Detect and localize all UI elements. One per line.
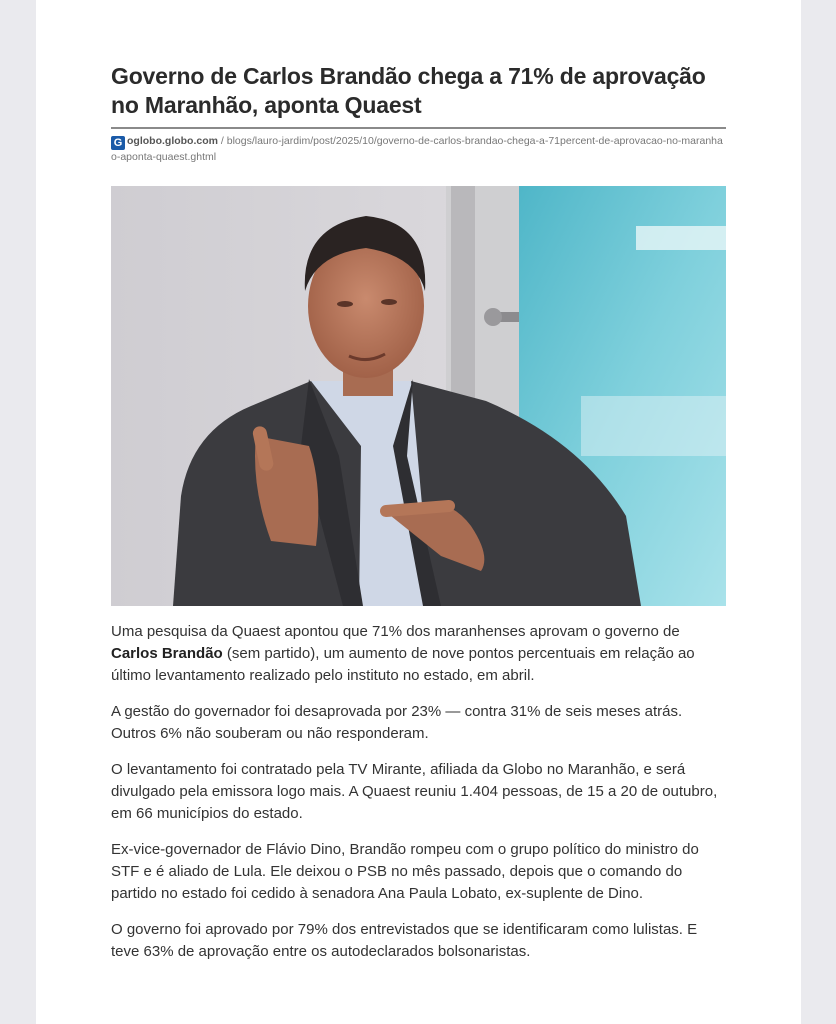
paragraph-1-rest: (sem partido), um aumento de nove pontos percentuais em relação ao último levantamento realizado pelo instituto no estado, em abril. (111, 645, 695, 684)
person-name: Carlos Brandão (111, 645, 223, 662)
article-body (111, 621, 726, 963)
source-path[interactable]: / blogs/lauro-jardim/post/2025/10/governo-de-carlos-brandao-chega-a-71percent-de-aprovacao-no-maranhao-aponta-quaest.ghtml (111, 135, 723, 163)
paragraph-3: O levantamento foi contratado pela TV Mirante, afiliada da Globo no Maranhão, e será divulgado pela emissora logo mais. A Quaest reuniu 1.404 pessoas, de 15 a 20 de outubro, em 66 municípios do estado. (111, 761, 718, 822)
source-domain[interactable]: oglobo.globo.com (127, 135, 218, 147)
paragraph-4: Ex-vice-governador de Flávio Dino, Brandão rompeu com o grupo político do ministro do STF e é aliado de Lula. Ele deixou o PSB no mês passado, depois que o comando do partido no estado foi cedido à senadora Ana Paula Lobato, ex-suplente de Dino. (111, 841, 699, 902)
source-line (111, 134, 726, 164)
paragraph-2: A gestão do governador foi desaprovada por 23% — contra 31% de seis meses atrás. Outros 6% não souberam ou não responderam. (111, 703, 683, 742)
article-photo (111, 186, 726, 606)
article (111, 62, 726, 977)
title-divider (111, 127, 726, 129)
document-page (36, 0, 801, 1024)
globo-logo-icon: G (111, 136, 125, 150)
paragraph-1 (111, 621, 726, 687)
paragraph-5: O governo foi aprovado por 79% dos entrevistados que se identificaram como lulistas. E teve 63% de aprovação entre os autodeclarados bolsonaristas. (111, 921, 698, 960)
paragraph-1-intro: Uma pesquisa da Quaest apontou que 71% dos maranhenses aprovam o governo de (111, 623, 680, 640)
article-title: Governo de Carlos Brandão chega a 71% de aprovação no Maranhão, aponta Quaest (111, 63, 706, 118)
